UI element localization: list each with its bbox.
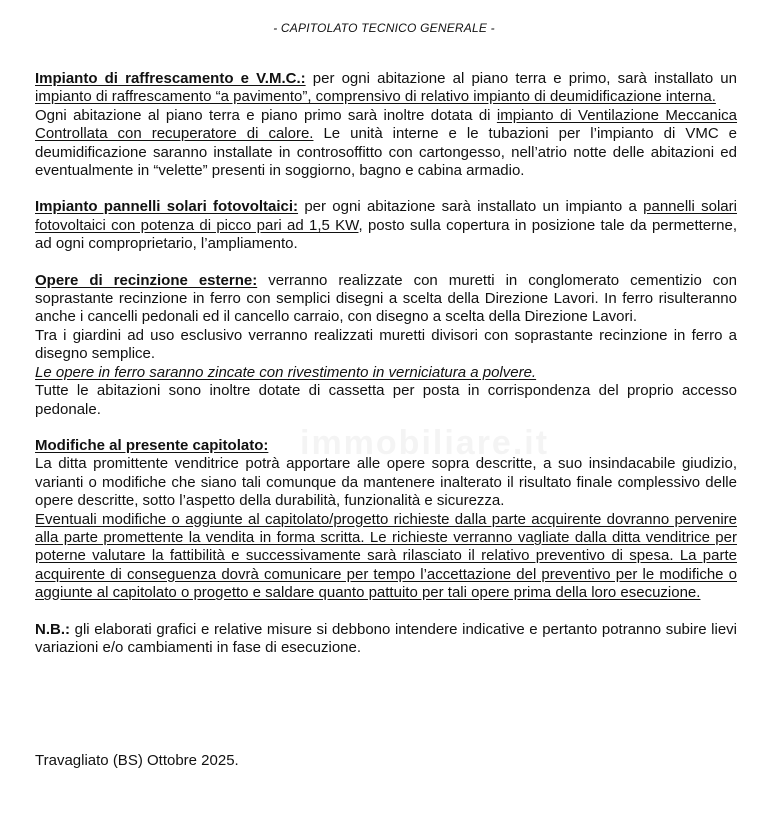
underlined-text: impianto di Ventilazione Meccanica Controllata con recuperatore di calore. [35,106,738,143]
text-span: , posto sulla copertura in posizione tale da permetterne, ad ogni comproprietario, l’ampliamento. [35,216,737,253]
watermark: immobiliare.it [300,424,550,462]
section-heading: Opere di recinzione esterne: [35,271,258,289]
section-modifiche [35,437,737,603]
paragraph: La ditta promittente venditrice potrà apportare alle opere sopra descritte, a suo insindacabile giudizio, varianti o modifiche che siano tali comunque da mantenere inalterato il risultato finale complessivo delle opere descritte, sotto l’aspetto della durabilità, funzionalità e sicurezza. [35,455,737,510]
section-heading: Modifiche al presente capitolato: [35,436,269,454]
text-span: Ogni abitazione al piano terra e piano primo sarà inoltre dotata di [35,106,497,124]
text-span: verranno realizzate con muretti in conglomerato cementizio con soprastante recinzione in ferro con semplici disegni a scelta della Direzione Lavori. In ferro risulteranno anche i cancelli pedonali ed il cancello carraio, con disegno a scelta della Direzione Lavori. [35,271,737,326]
section-heading: Impianto di raffrescamento e V.M.C.: [35,70,306,87]
section-nb [35,621,737,658]
paragraph [35,198,737,253]
section-fotovoltaici [35,198,737,253]
text-span: Le unità interne e le tubazioni per l’impianto di VMC e deumidificazione saranno installate in controsoffitto con cartongesso, nell’atrio notte delle abitazioni ed eventualmente in “velette” presenti in soggiorno, bagno e cabina armadio. [35,125,737,180]
section-raffrescamento [35,70,737,180]
italic-note: Le opere in ferro saranno zincate con rivestimento in verniciatura a polvere. [35,363,537,381]
paragraph: Tra i giardini ad uso esclusivo verranno realizzati muretti divisori con soprastante recinzione in ferro a disegno semplice. [35,326,737,363]
text-span: per ogni abitazione al piano terra e primo, sarà installato un [305,70,737,87]
paragraph [35,70,737,107]
nb-label: N.B.: [35,620,70,638]
paragraph: Tutte le abitazioni sono inoltre dotate di cassetta per posta in corrispondenza del proprio accesso pedonale. [35,382,737,418]
section-heading: Impianto pannelli solari fotovoltaici: [35,198,299,216]
underlined-text: impianto di raffrescamento “a pavimento”, comprensivo di relativo impianto di deumidificazione interna. [35,88,716,106]
paragraph [35,107,737,181]
paragraph [35,272,737,327]
underlined-paragraph: Eventuali modifiche o aggiunte al capitolato/progetto richieste dalla parte acquirente dovranno pervenire alla parte promettente la vendita in forma scritta. Le richieste verranno vagliate dalla ditta venditrice per poterne valutare la fattibilità e successivamente sarà rilasciato il relativo preventivo di spesa. La parte acquirente di conseguenza dovrà comunicare per tempo l’accettazione del preventivo per le modifiche o aggiunte al capitolato o progetto e saldare quanto pattuito per tali opere prima della loro esecuzione. [35,510,737,602]
text-span: gli elaborati grafici e relative misure si debbono intendere indicative e pertanto potranno subire lievi variazioni e/o cambiamenti in fase di esecuzione. [35,620,737,656]
text-span: per ogni abitazione sarà installato un impianto a [298,198,644,216]
paragraph [35,621,737,658]
page-header: - CAPITOLATO TECNICO GENERALE - [273,21,495,35]
place-date: Travagliato (BS) Ottobre 2025. [35,752,239,769]
underlined-text: pannelli solari fotovoltaici con potenza di picco pari ad 1,5 KW [35,198,737,234]
section-recinzione [35,272,737,419]
document-body [35,70,737,675]
